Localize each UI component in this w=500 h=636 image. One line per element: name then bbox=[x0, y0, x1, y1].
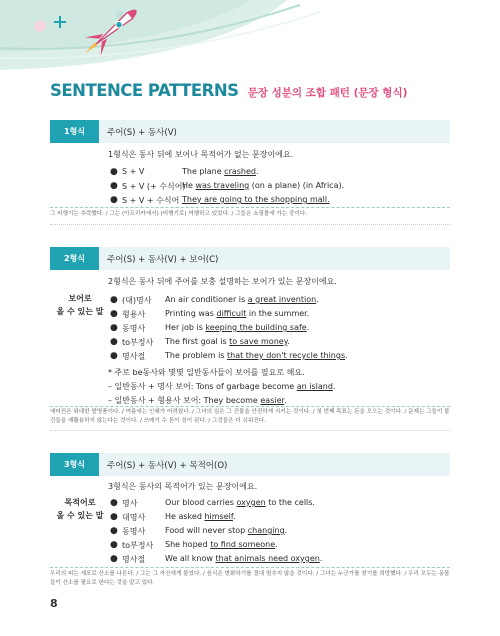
pattern-label: 명사절 bbox=[122, 555, 146, 564]
pattern-label: 대명사 bbox=[122, 513, 146, 522]
section-formula: 주어(S) + 동사(V) + 목적어(O) bbox=[107, 460, 228, 471]
bullet-icon: ● bbox=[110, 526, 118, 536]
pattern-label: S + V (+ 수식어) bbox=[122, 182, 186, 191]
divider bbox=[50, 567, 450, 568]
translation-text: 에어컨은 위대한 발명품이다. / 여름에는 인쇄가 어려웠다. / 그녀의 일은 그 건물을 안전하게 지키는 것이다. / 첫 번째 목표는 돈을 모으는 것이다. / 문제는 그들이 물건들을 재활용하지 않는다는 것이다. / 쓰레기 수 톤이 섬이 된다. / 그것들은 더 쉬워진다. bbox=[50, 409, 450, 424]
bullet-icon: ● bbox=[110, 195, 118, 205]
note-text: – 일반동사 + 형용사 보어: They become easier. bbox=[108, 396, 287, 405]
bullet-icon: ● bbox=[110, 295, 118, 305]
page-title bbox=[50, 81, 407, 100]
example-sentence: He asked himself. bbox=[165, 512, 236, 521]
example-sentence: The problem is that they don't recycle things. bbox=[165, 351, 348, 360]
section-tag: 2형식 bbox=[50, 247, 99, 270]
example-sentence: He was traveling (on a plane) (in Africa). bbox=[182, 181, 345, 190]
section-formula: 주어(S) + 동사(V) bbox=[107, 127, 177, 138]
example-sentence: The first goal is to save money. bbox=[165, 337, 290, 346]
note-text: – 일반동사 + 명사 보어: Tons of garbage become an island. bbox=[108, 382, 336, 391]
pattern-label: 동명사 bbox=[122, 527, 146, 536]
pattern-label: 명사절 bbox=[122, 352, 146, 361]
example-sentence: Her job is keeping the building safe. bbox=[165, 323, 310, 332]
example-sentence: The plane crashed. bbox=[182, 167, 259, 176]
section-description: 2형식은 동사 뒤에 주어를 보충 설명하는 보어가 있는 문장이에요. bbox=[108, 277, 337, 286]
section-header-3 bbox=[50, 453, 450, 476]
pattern-label: to부정사 bbox=[122, 541, 154, 550]
bullet-icon: ● bbox=[110, 181, 118, 191]
section-tag: 3형식 bbox=[50, 453, 99, 476]
example-sentence: They are going to the shopping mall. bbox=[182, 195, 330, 204]
divider bbox=[50, 224, 450, 225]
bullet-icon: ● bbox=[110, 498, 118, 508]
page-number: 8 bbox=[50, 597, 58, 610]
section-description: 3형식은 동사의 목적어가 있는 문장이에요. bbox=[108, 482, 258, 491]
divider bbox=[50, 207, 450, 208]
example-sentence: An air conditioner is a great invention. bbox=[165, 295, 319, 304]
pattern-label: to부정사 bbox=[122, 338, 154, 347]
bullet-icon: ● bbox=[110, 351, 118, 361]
example-sentence: We all know that animals need oxygen. bbox=[165, 554, 323, 563]
side-label: 목적어로 올 수 있는 말 bbox=[56, 498, 104, 520]
example-sentence: Our blood carries oxygen to the cells. bbox=[165, 498, 315, 507]
divider bbox=[50, 406, 450, 407]
title-english: SENTENCE PATTERNS bbox=[50, 81, 239, 100]
bullet-icon: ● bbox=[110, 512, 118, 522]
bullet-icon: ● bbox=[110, 309, 118, 319]
section-header-2 bbox=[50, 247, 450, 270]
translation-text: 그 비행기는 추락했다. / 그는 (아프리카에서) (비행기로) 여행하고 있었다. / 그들은 쇼핑몰에 가는 중이다. bbox=[50, 211, 308, 217]
bullet-icon: ● bbox=[110, 167, 118, 177]
divider bbox=[50, 430, 450, 431]
pattern-label: 명사 bbox=[122, 499, 138, 508]
pattern-label: 형용사 bbox=[122, 310, 146, 319]
pattern-label: S + V bbox=[122, 167, 145, 176]
example-sentence: She hoped to find someone. bbox=[165, 540, 278, 549]
section-description: 1형식은 동사 뒤에 보어나 목적어가 없는 문장이에요. bbox=[108, 150, 294, 159]
rocket-planet-illustration bbox=[0, 0, 500, 80]
bullet-icon: ● bbox=[110, 337, 118, 347]
title-korean: 문장 성분의 조합 패턴 (문장 형식) bbox=[247, 87, 408, 99]
bullet-icon: ● bbox=[110, 323, 118, 333]
section-header-1 bbox=[50, 120, 450, 143]
note-text: * 주로 be동사와 몇몇 일반동사들이 보어를 필요로 해요. bbox=[108, 368, 305, 377]
example-sentence: Printing was difficult in the summer. bbox=[165, 309, 310, 318]
side-label: 보어로 올 수 있는 말 bbox=[56, 294, 104, 316]
pattern-label: S + V + 수식어 bbox=[122, 196, 180, 205]
bullet-icon: ● bbox=[110, 540, 118, 550]
section-formula: 주어(S) + 동사(V) + 보어(C) bbox=[107, 254, 219, 265]
translation-text: 우리의 피는 세포로 산소를 나른다. / 그는 그 자신에게 물었다. / 음식은 변화하기를 절대 멈추지 않을 것이다. / 그녀는 누군가를 찾기를 희망했다. / 우리 모두는 동물들이 산소를 필요로 한다는 것을 알고 있다. bbox=[50, 571, 450, 586]
section-tag: 1형식 bbox=[50, 120, 99, 143]
pattern-label: (대)명사 bbox=[122, 296, 152, 305]
pattern-label: 동명사 bbox=[122, 324, 146, 333]
example-sentence: Food will never stop changing. bbox=[165, 526, 288, 535]
bullet-icon: ● bbox=[110, 554, 118, 564]
